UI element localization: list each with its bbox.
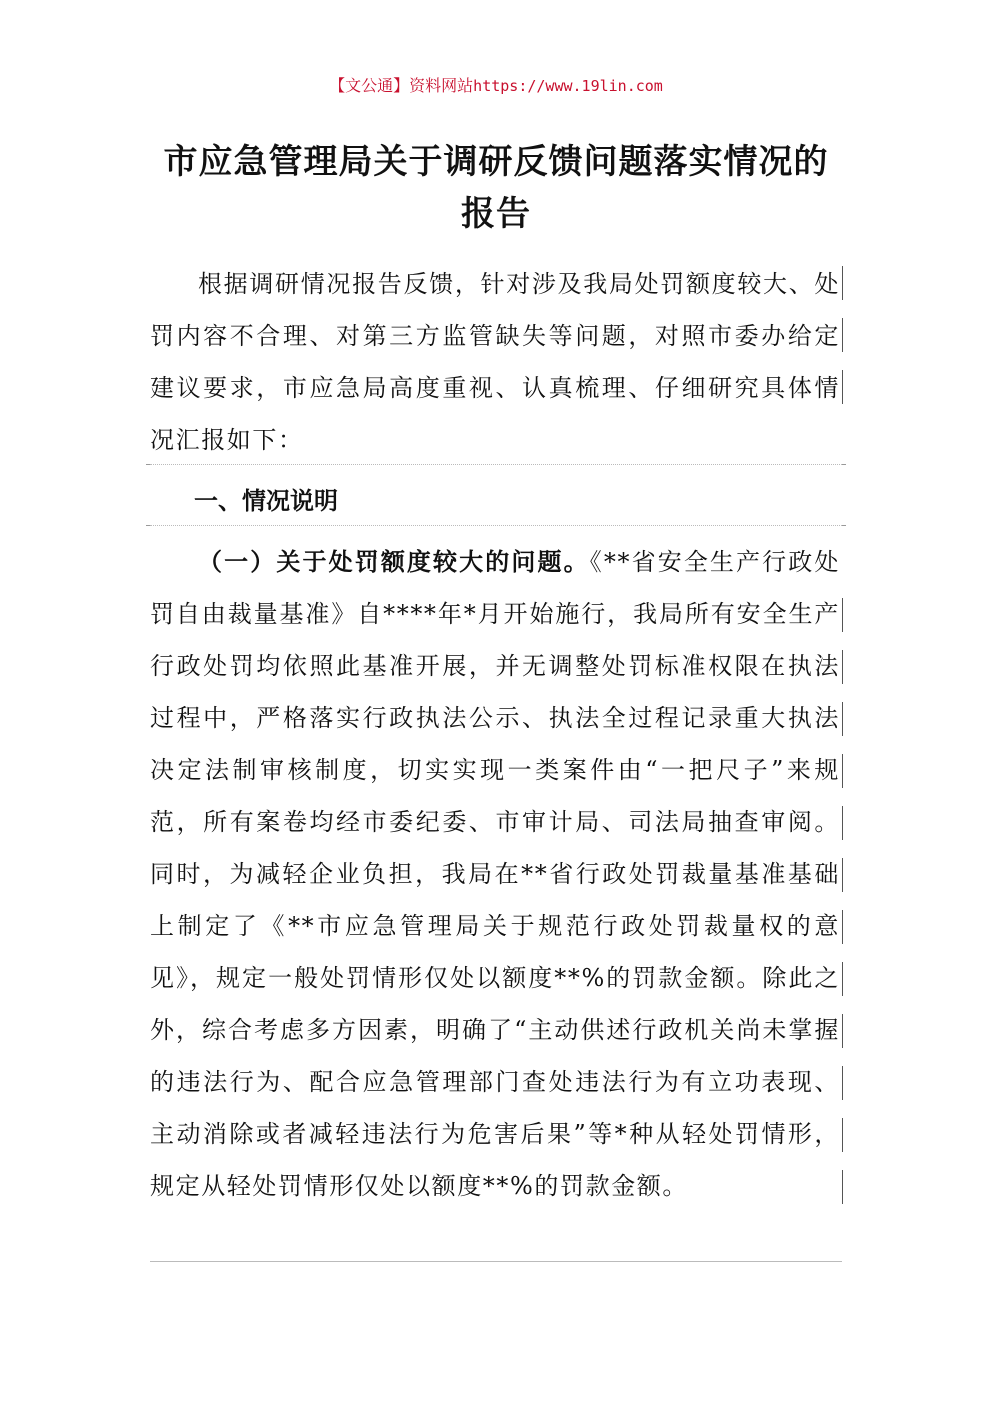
crop-mark [146,464,150,465]
section-heading: 一、情况说明 [194,487,338,515]
margin-rule [842,1066,843,1100]
margin-rule [842,318,843,352]
paragraph-lead: （一）关于处罚额度较大的问题。 [198,548,590,576]
header-banner [0,74,992,98]
margin-rule [842,962,843,996]
document-title: 市应急管理局关于调研反馈问题落实情况的报告 [163,142,829,234]
margin-rule [842,598,843,632]
section-divider [150,525,842,526]
header-brand: 【文公通】资料网站 [329,76,474,95]
section-divider [150,464,842,465]
margin-rule [842,650,843,684]
crop-mark [842,464,846,465]
header-url[interactable]: https://www.19lin.com [473,77,663,95]
paragraph-intro: 根据调研情况报告反馈，针对涉及我局处罚额度较大、处罚内容不合理、对第三方监管缺失等问题，对照市委办给定建议要求，市应急局高度重视、认真梳理、仔细研究具体情况汇报如下： [150,270,840,454]
margin-rule [842,806,843,840]
margin-rule [842,702,843,736]
crop-mark [842,525,846,526]
paragraph-penalty [150,536,840,1212]
margin-rule [842,1118,843,1152]
margin-rule [842,1014,843,1048]
margin-rule [842,266,843,300]
margin-rule [842,858,843,892]
page-bottom-rule [150,1261,842,1262]
margin-rule [842,370,843,404]
paragraph-body: 《**省安全生产行政处罚自由裁量基准》自****年*月开始施行，我局所有安全生产行政处罚均依照此基准开展，并无调整处罚标准权限在执法过程中，严格落实行政执法公示、执法全过程记录重大执法决定法制审核制度，切实实现一类案件由“一把尺子”来规范，所有案卷均经市委纪委、市审计局、司法局抽查审阅。同时，为减轻企业负担，我局在**省行政处罚裁量基准基础上制定了《**市应急管理局关于规范行政处罚裁量权的意见》，规定一般处罚情形仅处以额度**%的罚款金额。除此之外，综合考虑多方因素，明确了“主动供述行政机关尚未掌握的违法行为、配合应急管理部门查处违法行为有立功表现、主动消除或者减轻违法行为危害后果”等*种从轻处罚情形，规定从轻处罚情形仅处以额度**%的罚款金额。 [150,548,840,1200]
margin-rule [842,1170,843,1204]
crop-mark [146,525,150,526]
margin-rule [842,910,843,944]
margin-rule [842,754,843,788]
